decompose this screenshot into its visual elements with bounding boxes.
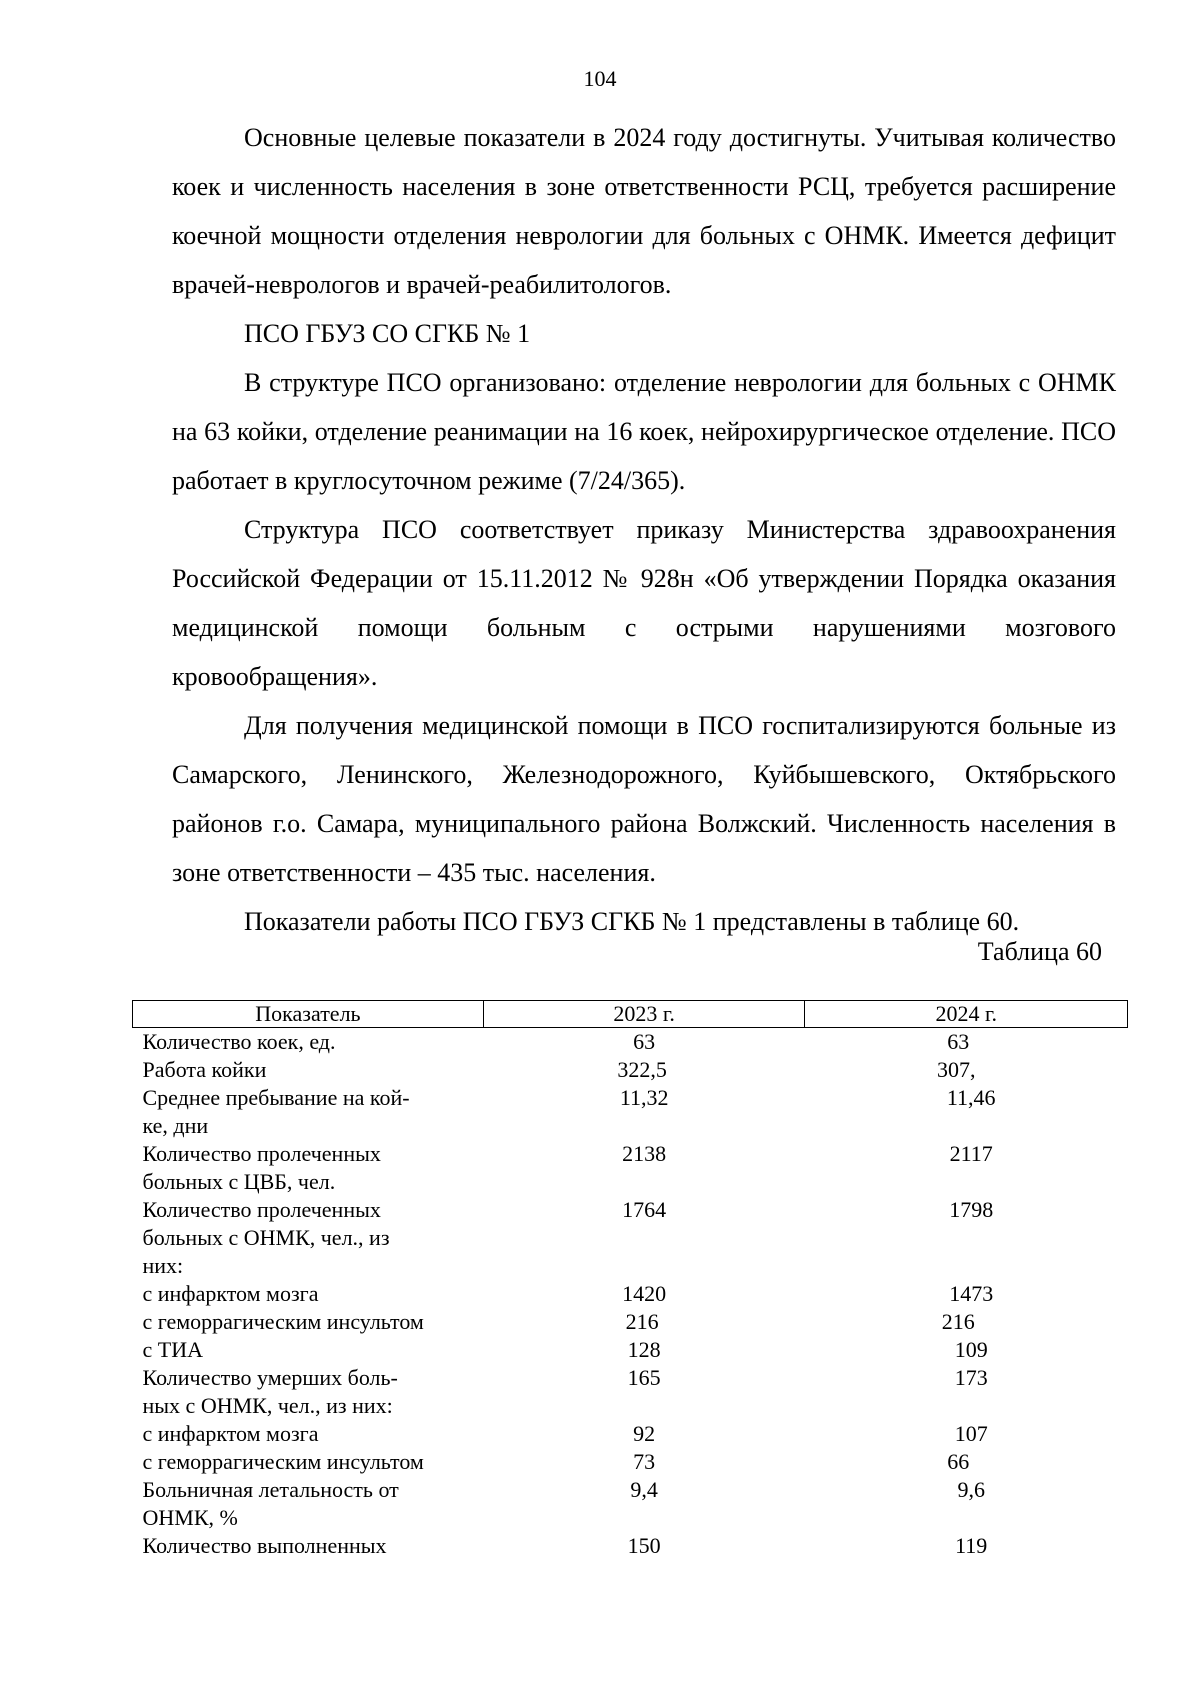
row-label-text: с инфарктом мозга — [142, 1281, 319, 1306]
row-label-text: Количество коек, ед. — [142, 1029, 336, 1054]
table-row — [133, 1420, 1128, 1448]
table-body — [133, 1028, 1128, 1561]
value-2023 — [483, 1140, 805, 1196]
value-2024 — [805, 1028, 1128, 1057]
header-indicator: Показатель — [133, 1001, 484, 1028]
value-2023 — [483, 1028, 805, 1057]
value-2024 — [805, 1532, 1128, 1560]
cell-value: 119 — [955, 1533, 988, 1558]
value-2023 — [483, 1084, 805, 1140]
value-2024 — [805, 1336, 1128, 1364]
paragraph-targets: Основные целевые показатели в 2024 году достигнуты. Учитывая количество коек и численность населения в зоне ответственности РСЦ, требуется расширение коечной мощности отделения неврологии для больных с ОНМК. Имеется дефицит врачей-неврологов и врачей-реабилитологов. — [172, 123, 1116, 299]
row-label — [133, 1364, 484, 1420]
indicators-table — [132, 1000, 1128, 1560]
cell-value: 2138 — [622, 1141, 667, 1166]
row-label-text: Работа койки — [142, 1057, 267, 1082]
cell-value: 1420 — [622, 1281, 667, 1306]
table-row — [133, 1140, 1128, 1196]
table-row — [133, 1196, 1128, 1280]
row-label-text: с ТИА — [142, 1337, 203, 1362]
value-2023 — [483, 1336, 805, 1364]
row-label — [133, 1308, 484, 1336]
row-label — [133, 1336, 484, 1364]
cell-value: 11,46 — [946, 1085, 996, 1110]
cell-value: 150 — [627, 1533, 661, 1558]
row-label-text: Количество выполненных — [142, 1533, 387, 1558]
row-label — [133, 1420, 484, 1448]
row-label-text: с инфарктом мозга — [142, 1421, 319, 1446]
value-2023 — [483, 1476, 805, 1532]
value-2023 — [483, 1420, 805, 1448]
table-row — [133, 1336, 1128, 1364]
paragraph-structure: В структуре ПСО организовано: отделение неврологии для больных с ОНМК на 63 койки, отделение реанимации на 16 коек, нейрохирургическое отделение. ПСО работает в круглосуточном режиме (7/24/365). — [172, 368, 1116, 495]
body-text — [172, 113, 1116, 946]
row-label — [133, 1196, 484, 1280]
paragraph-districts: Для получения медицинской помощи в ПСО госпитализируются больные из Самарского, Ленинского, Железнодорожного, Куйбышевского, Октябрьского районов г.о. Самара, муниципального района Волжский. Численность населения в зоне ответственности – 435 тыс. населения. — [172, 711, 1116, 887]
table-row — [133, 1028, 1128, 1057]
value-2023 — [483, 1364, 805, 1420]
row-label — [133, 1028, 484, 1057]
row-label-text: Количество умерших боль-ных с ОНМК, чел., из них: — [142, 1365, 398, 1418]
row-label-text: Среднее пребывание на кой-ке, дни — [142, 1085, 410, 1138]
table-row — [133, 1056, 1128, 1084]
value-2024 — [805, 1364, 1128, 1420]
cell-value: 1473 — [949, 1281, 994, 1306]
cell-value: 216 — [941, 1309, 975, 1334]
row-label-text: с геморрагическим инсультом — [142, 1309, 424, 1334]
value-2023 — [483, 1056, 805, 1084]
cell-value: 1798 — [949, 1197, 994, 1222]
cell-value: 128 — [627, 1337, 661, 1362]
cell-value: 173 — [954, 1365, 988, 1390]
cell-value: 66 — [947, 1449, 970, 1474]
page-number: 104 — [583, 66, 617, 91]
row-label-text: Количество пролеченных больных с ОНМК, чел., из них: — [142, 1197, 390, 1278]
table-caption: Таблица 60 — [977, 937, 1102, 966]
cell-value: 2117 — [949, 1141, 993, 1166]
row-label — [133, 1476, 484, 1532]
cell-value: 9,4 — [630, 1477, 658, 1502]
value-2024 — [805, 1476, 1128, 1532]
table-row — [133, 1532, 1128, 1560]
paragraph-table-ref: Показатели работы ПСО ГБУЗ СГКБ № 1 представлены в таблице 60. — [244, 907, 1020, 936]
row-label — [133, 1532, 484, 1560]
table-row — [133, 1280, 1128, 1308]
cell-value: 322,5 — [617, 1057, 667, 1082]
cell-value: 11,32 — [619, 1085, 669, 1110]
value-2024 — [805, 1084, 1128, 1140]
paragraph-order: Структура ПСО соответствует приказу Министерства здравоохранения Российской Федерации от 15.11.2012 № 928н «Об утверждении Порядка оказания медицинской помощи больным с острыми нарушениями мозгового кровообращения». — [172, 515, 1116, 691]
table-header-row — [133, 1001, 1128, 1028]
value-2023 — [483, 1196, 805, 1280]
value-2024 — [805, 1448, 1128, 1476]
value-2023 — [483, 1280, 805, 1308]
row-label — [133, 1084, 484, 1140]
cell-value: 92 — [633, 1421, 656, 1446]
cell-value: 216 — [625, 1309, 659, 1334]
row-label-text: Больничная летальность от ОНМК, % — [142, 1477, 399, 1530]
cell-value: 107 — [954, 1421, 988, 1446]
row-label — [133, 1140, 484, 1196]
row-label-text: Количество пролеченных больных с ЦВБ, чел. — [142, 1141, 381, 1194]
cell-value: 9,6 — [957, 1477, 985, 1502]
cell-value: 1764 — [622, 1197, 667, 1222]
cell-value: 165 — [627, 1365, 661, 1390]
table-row — [133, 1084, 1128, 1140]
value-2024 — [805, 1140, 1128, 1196]
cell-value: 63 — [633, 1029, 656, 1054]
section-heading: ПСО ГБУЗ СО СГКБ № 1 — [244, 319, 531, 348]
cell-value: 307, — [936, 1057, 976, 1082]
row-label — [133, 1056, 484, 1084]
value-2024 — [805, 1420, 1128, 1448]
cell-value: 73 — [633, 1449, 656, 1474]
row-label — [133, 1448, 484, 1476]
value-2023 — [483, 1448, 805, 1476]
row-label — [133, 1280, 484, 1308]
header-2024: 2024 г. — [805, 1001, 1128, 1028]
table-row — [133, 1476, 1128, 1532]
value-2023 — [483, 1308, 805, 1336]
value-2024 — [805, 1280, 1128, 1308]
header-2023: 2023 г. — [483, 1001, 805, 1028]
value-2024 — [805, 1308, 1128, 1336]
table-row — [133, 1308, 1128, 1336]
value-2023 — [483, 1532, 805, 1560]
cell-value: 109 — [954, 1337, 988, 1362]
value-2024 — [805, 1196, 1128, 1280]
row-label-text: с геморрагическим инсультом — [142, 1449, 424, 1474]
table-row — [133, 1364, 1128, 1420]
table-row — [133, 1448, 1128, 1476]
value-2024 — [805, 1056, 1128, 1084]
cell-value: 63 — [947, 1029, 970, 1054]
